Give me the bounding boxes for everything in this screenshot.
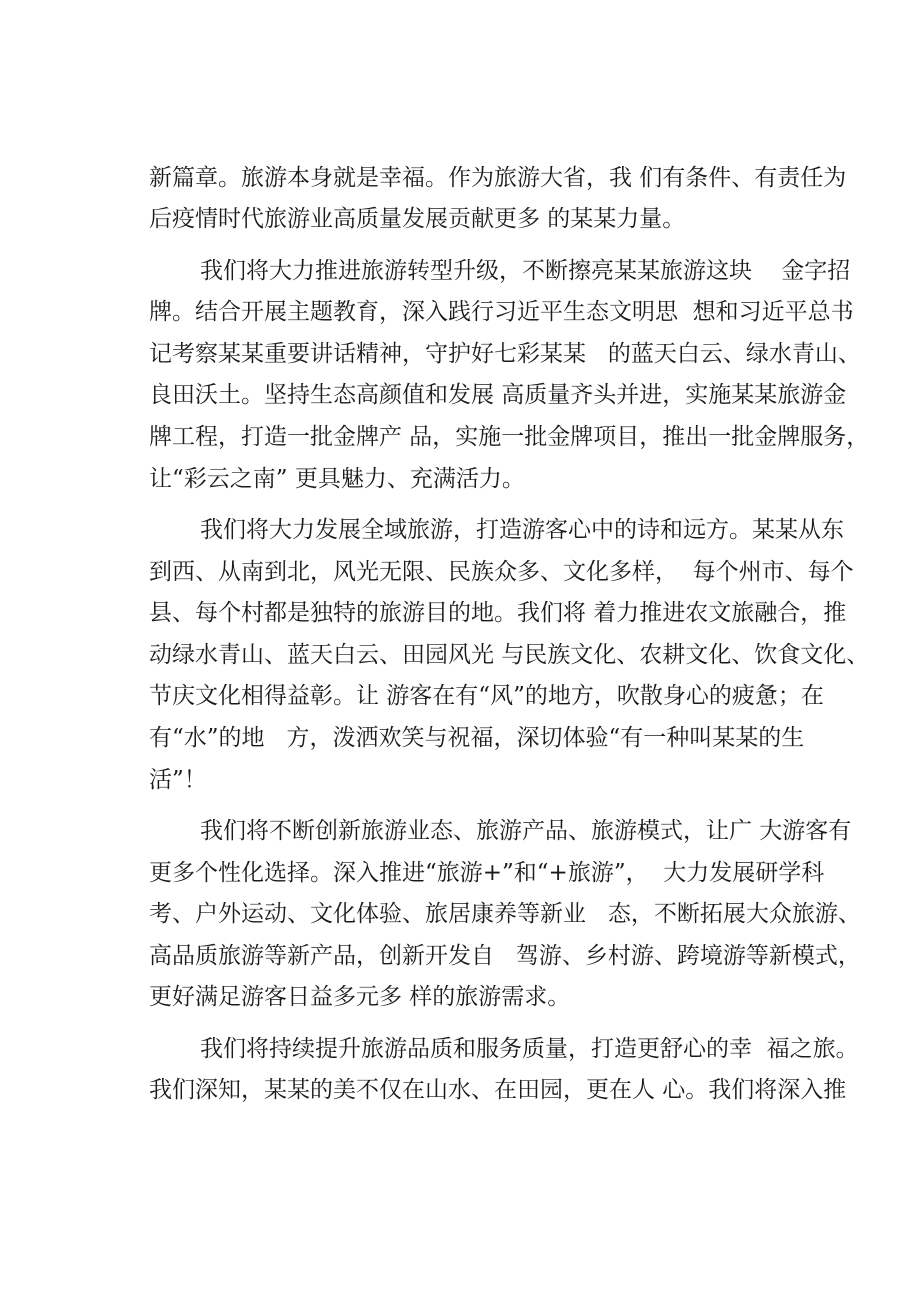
text-line: 牌工程，打造一批金牌产 品，实施一批金牌项目，推出一批金牌服务，	[149, 424, 870, 450]
text-line: 考、户外运动、文化体验、旅居康养等新业 态，不断拓展大众旅游、	[149, 901, 861, 927]
text-line: 到西、从南到北，风光无限、民族众多、文化多样， 每个州市、每个	[149, 559, 854, 585]
text-line: 我们将持续提升旅游品质和服务质量，打造更舒心的幸 福之旅。	[200, 1036, 859, 1062]
text-line: 更多个性化选择。深入推进“旅游+”和“+旅游”， 大力发展研学科	[149, 860, 825, 886]
text-line: 后疫情时代旅游业高质量发展贡献更多 的某某力量。	[149, 206, 686, 232]
text-line: 让“彩云之南” 更具魅力、充满活力。	[149, 466, 525, 492]
text-line: 节庆文化相得益彰。让 游客在有“风”的地方，吹散身心的疲惫；在	[149, 683, 824, 709]
text-line: 新篇章。旅游本身就是幸福。作为旅游大省，我 们有条件、有责任为	[149, 165, 847, 191]
text-line: 高品质旅游等新产品，创新开发自 驾游、乡村游、跨境游等新模式，	[149, 943, 861, 969]
text-line: 有“水”的地 方，泼洒欢笑与祝福，深切体验“有一种叫某某的生	[149, 725, 805, 751]
text-line: 县、每个村都是独特的旅游目的地。我们将 着力推进农文旅融合，推	[149, 600, 847, 626]
text-line: 更好满足游客日益多元多 样的旅游需求。	[149, 984, 571, 1010]
text-line: 良田沃土。坚持生态高颜值和发展 高质量齐头并进，实施某某旅游金	[149, 382, 847, 408]
text-line: 活”！	[149, 767, 207, 793]
text-line: 记考察某某重要讲话精神，守护好七彩某某 的蓝天白云、绿水青山、	[149, 341, 861, 367]
text-line: 我们将不断创新旅游业态、旅游产品、旅游模式，让广 大游客有	[200, 818, 852, 844]
text-line: 动绿水青山、蓝天白云、田园风光 与民族文化、农耕文化、饮食文化、	[149, 642, 870, 668]
text-line: 我们将大力推进旅游转型升级，不断擦亮某某旅游这块 金字招	[200, 258, 851, 284]
text-line: 牌。结合开展主题教育，深入践行习近平生态文明思 想和习近平总书	[149, 299, 854, 325]
text-line: 我们将大力发展全域旅游，打造游客心中的诗和远方。某某从东	[200, 517, 844, 543]
text-line: 我们深知，某某的美不仅在山水、在田园，更在人 心。我们将深入推	[149, 1077, 847, 1103]
